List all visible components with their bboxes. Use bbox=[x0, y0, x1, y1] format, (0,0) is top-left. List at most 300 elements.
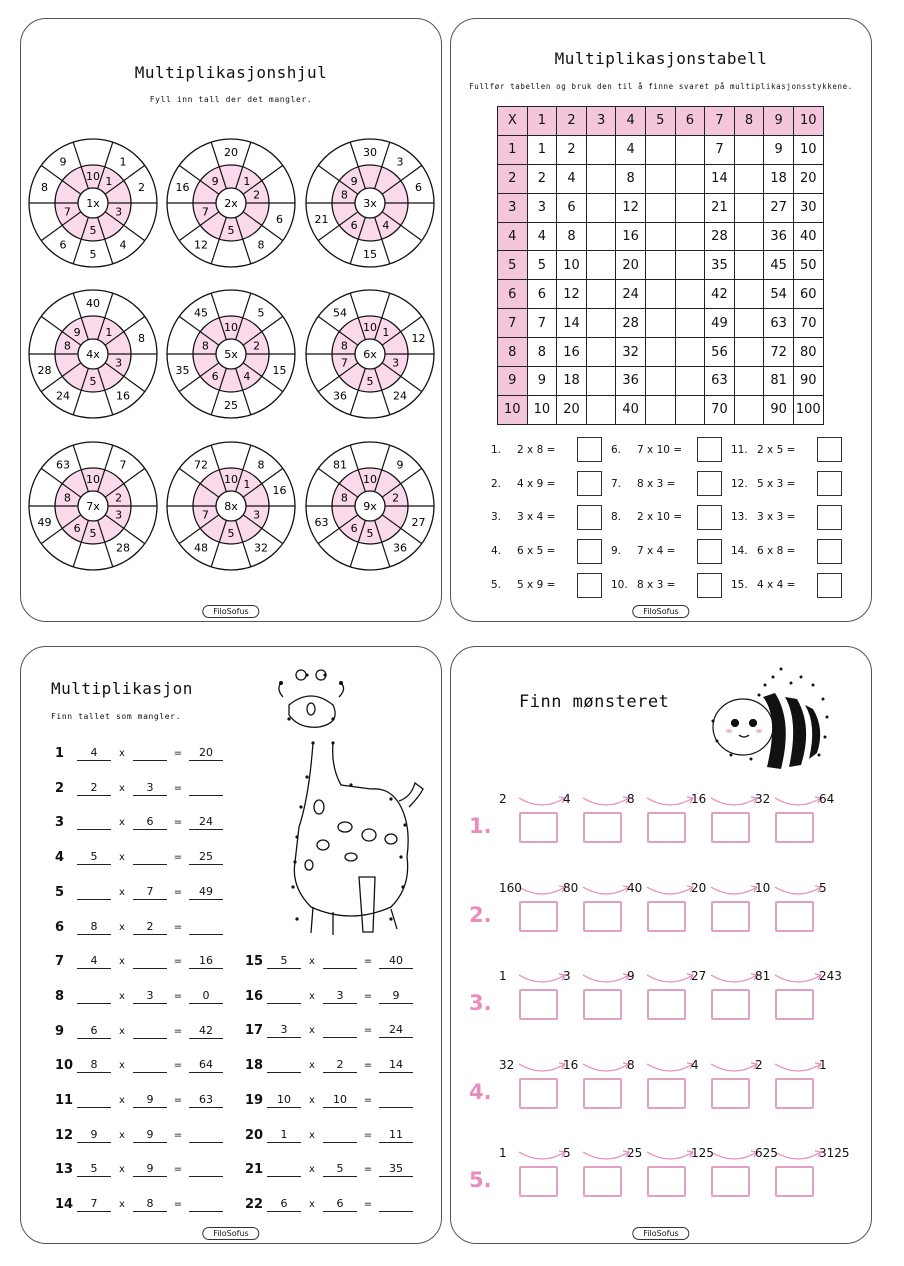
equation-number: 21 bbox=[245, 1162, 264, 1178]
wheel-inner-value: 1 bbox=[382, 326, 390, 340]
table-cell bbox=[586, 395, 616, 424]
product-blank[interactable]: 20 bbox=[189, 746, 223, 761]
table-cell: 49 bbox=[705, 309, 735, 338]
arrow-icon bbox=[775, 798, 821, 805]
table-cell: 63 bbox=[764, 309, 794, 338]
equation-number: 4 bbox=[55, 850, 65, 866]
equation-number: 16 bbox=[245, 988, 264, 1004]
pattern-row bbox=[451, 969, 872, 1049]
table-row bbox=[498, 193, 824, 222]
table-cell bbox=[586, 338, 616, 367]
multiply-sign: x bbox=[309, 1025, 315, 1037]
pattern-answer-box[interactable] bbox=[647, 1166, 686, 1197]
pattern-answer-box[interactable] bbox=[711, 1078, 750, 1109]
equation-row bbox=[55, 1053, 223, 1073]
equals-sign: = bbox=[363, 956, 373, 967]
wheel-7x bbox=[29, 442, 157, 570]
factor-b-blank[interactable]: 8 bbox=[133, 1197, 167, 1212]
factor-b-blank[interactable]: 9 bbox=[133, 1128, 167, 1143]
equation-number: 14 bbox=[55, 1197, 74, 1213]
pattern-arrows bbox=[451, 790, 872, 814]
multiply-sign: x bbox=[309, 1198, 315, 1210]
sheet3-footer: FiloSofus bbox=[202, 1227, 259, 1240]
wheel-outer-value: 81 bbox=[333, 458, 348, 472]
pattern-answer-box[interactable] bbox=[583, 812, 622, 843]
wheel-inner-value: 2 bbox=[392, 491, 400, 505]
problem-text: 6 x 5 = bbox=[517, 545, 556, 558]
multiply-sign: x bbox=[309, 1060, 315, 1072]
pattern-answer-box[interactable] bbox=[647, 989, 686, 1020]
wheel-inner-value: 8 bbox=[201, 339, 209, 353]
answer-box[interactable] bbox=[817, 437, 842, 462]
table-header-cell: 10 bbox=[793, 107, 823, 136]
equals-sign: = bbox=[173, 1129, 183, 1141]
pattern-value: 3125 bbox=[819, 1146, 850, 1160]
table-cell: 20 bbox=[557, 395, 587, 424]
factor-a-blank[interactable]: 7 bbox=[77, 1197, 111, 1212]
factor-a-blank[interactable]: 9 bbox=[77, 1128, 111, 1143]
factor-b-blank[interactable] bbox=[323, 954, 357, 969]
equation-row bbox=[245, 1018, 413, 1038]
problem-row bbox=[491, 501, 621, 535]
factor-a-blank[interactable]: 4 bbox=[77, 746, 111, 761]
table-cell: 10 bbox=[793, 135, 823, 164]
product-blank[interactable]: 63 bbox=[189, 1093, 223, 1108]
pattern-answer-box[interactable] bbox=[583, 989, 622, 1020]
product-blank[interactable]: 25 bbox=[189, 850, 223, 865]
table-cell bbox=[645, 309, 675, 338]
factor-a-blank[interactable] bbox=[77, 885, 111, 900]
table-header-cell: 5 bbox=[645, 107, 675, 136]
pattern-value: 80 bbox=[563, 880, 579, 895]
pattern-value: 1 bbox=[819, 1057, 827, 1072]
pattern-number: 1. bbox=[469, 814, 492, 838]
factor-a-blank[interactable] bbox=[267, 1058, 301, 1073]
table-cell bbox=[675, 222, 705, 251]
wheel-inner-value: 3 bbox=[115, 205, 123, 219]
table-cell bbox=[734, 338, 764, 367]
problem-row bbox=[731, 568, 861, 602]
factor-b-blank[interactable] bbox=[133, 954, 167, 969]
pattern-answer-box[interactable] bbox=[519, 901, 558, 932]
pattern-value: 40 bbox=[627, 880, 643, 895]
product-blank[interactable] bbox=[189, 1128, 223, 1143]
table-cell bbox=[675, 280, 705, 309]
table-row bbox=[498, 280, 824, 309]
wheel-outer-value: 8 bbox=[257, 458, 265, 472]
wheel-inner-value: 7 bbox=[201, 508, 209, 522]
table-cell bbox=[734, 193, 764, 222]
product-blank[interactable]: 40 bbox=[379, 954, 413, 969]
wheel-outer-value: 3 bbox=[396, 155, 404, 169]
multiply-sign: x bbox=[119, 748, 125, 759]
pattern-answer-box[interactable] bbox=[647, 901, 686, 932]
factor-a-blank[interactable]: 8 bbox=[77, 920, 111, 935]
equation-row bbox=[245, 949, 413, 969]
equation-row bbox=[245, 1053, 413, 1073]
wheel-4x bbox=[29, 290, 157, 418]
factor-a-blank[interactable]: 4 bbox=[77, 954, 111, 969]
table-cell bbox=[675, 367, 705, 396]
problem-text: 8 x 3 = bbox=[637, 477, 676, 490]
product-blank[interactable] bbox=[189, 1162, 223, 1177]
multiplication-table bbox=[497, 106, 824, 425]
table-header-cell: 7 bbox=[498, 309, 528, 338]
table-cell: 1 bbox=[527, 135, 557, 164]
factor-b-blank[interactable]: 5 bbox=[323, 1162, 357, 1177]
factor-b-blank[interactable]: 10 bbox=[323, 1093, 357, 1108]
product-blank[interactable]: 0 bbox=[189, 989, 223, 1004]
pattern-answer-box[interactable] bbox=[775, 1078, 814, 1109]
product-blank[interactable]: 49 bbox=[189, 885, 223, 900]
wheel-inner-value: 3 bbox=[392, 356, 400, 370]
answer-box[interactable] bbox=[817, 539, 842, 564]
pattern-answer-box[interactable] bbox=[519, 812, 558, 843]
pattern-answer-box[interactable] bbox=[711, 1166, 750, 1197]
problem-row bbox=[611, 467, 741, 501]
table-cell bbox=[645, 338, 675, 367]
equation-number: 5 bbox=[55, 884, 65, 900]
product-blank[interactable]: 24 bbox=[189, 815, 223, 830]
wheel-2x bbox=[167, 139, 295, 267]
arrow-icon bbox=[519, 887, 565, 894]
pattern-value: 16 bbox=[691, 792, 707, 806]
equation-number: 2 bbox=[55, 780, 65, 796]
answer-box[interactable] bbox=[817, 505, 842, 530]
wheel-outer-value: 21 bbox=[314, 212, 329, 226]
multiply-sign: x bbox=[119, 1095, 125, 1106]
factor-a-blank[interactable] bbox=[267, 989, 301, 1004]
factor-a-blank[interactable] bbox=[77, 1093, 111, 1108]
pattern-answer-box[interactable] bbox=[711, 812, 750, 843]
answer-box[interactable] bbox=[577, 539, 602, 564]
equation-row bbox=[55, 915, 223, 935]
table-cell bbox=[645, 164, 675, 193]
sheet2-footer: FiloSofus bbox=[632, 605, 689, 618]
arrow-icon bbox=[775, 1152, 821, 1159]
product-blank[interactable]: 9 bbox=[379, 989, 413, 1004]
factor-a-blank[interactable]: 5 bbox=[77, 1162, 111, 1177]
equation-row bbox=[245, 1157, 413, 1177]
table-cell bbox=[645, 280, 675, 309]
pattern-value: 64 bbox=[819, 792, 835, 806]
arrow-icon bbox=[711, 1152, 757, 1159]
answer-box[interactable] bbox=[697, 505, 722, 530]
factor-a-blank[interactable]: 1 bbox=[267, 1128, 301, 1143]
pattern-value: 625 bbox=[755, 1146, 778, 1160]
pattern-answer-box[interactable] bbox=[711, 989, 750, 1020]
pattern-answer-box[interactable] bbox=[519, 1078, 558, 1109]
table-header-cell: 2 bbox=[498, 164, 528, 193]
factor-b-blank[interactable]: 3 bbox=[133, 989, 167, 1004]
table-cell: 27 bbox=[764, 193, 794, 222]
factor-b-blank[interactable]: 9 bbox=[133, 1093, 167, 1108]
pattern-answer-box[interactable] bbox=[775, 1166, 814, 1197]
table-cell: 4 bbox=[527, 222, 557, 251]
wheel-inner-value: 8 bbox=[63, 491, 71, 505]
wheel-inner-value: 3 bbox=[253, 508, 261, 522]
problem-number: 7. bbox=[611, 477, 622, 490]
multiply-sign: x bbox=[119, 1060, 125, 1072]
wheel-center-label: 9x bbox=[363, 500, 377, 513]
table-header-cell: X bbox=[498, 107, 528, 136]
table-cell: 40 bbox=[793, 222, 823, 251]
answer-box[interactable] bbox=[577, 505, 602, 530]
wheel-center-label: 5x bbox=[224, 348, 238, 361]
table-cell bbox=[675, 338, 705, 367]
product-blank[interactable] bbox=[379, 1093, 413, 1108]
pattern-value: 2 bbox=[499, 792, 507, 806]
pattern-answer-box[interactable] bbox=[711, 901, 750, 932]
product-blank[interactable] bbox=[189, 781, 223, 796]
wheel-center-label: 4x bbox=[86, 348, 100, 361]
factor-b-blank[interactable]: 6 bbox=[133, 815, 167, 830]
factor-a-blank[interactable]: 6 bbox=[267, 1197, 301, 1212]
problem-number: 13. bbox=[731, 511, 748, 524]
table-header-cell: 6 bbox=[675, 107, 705, 136]
multiply-sign: x bbox=[119, 1129, 125, 1141]
pattern-value: 32 bbox=[755, 792, 771, 806]
factor-b-blank[interactable]: 2 bbox=[323, 1058, 357, 1073]
table-cell bbox=[645, 367, 675, 396]
wheel-outer-value: 32 bbox=[253, 541, 268, 555]
wheel-outer-value: 6 bbox=[59, 238, 67, 252]
wheel-outer-value: 15 bbox=[363, 248, 377, 261]
factor-a-blank[interactable] bbox=[77, 815, 111, 830]
wheel-outer-value: 20 bbox=[224, 146, 238, 159]
factor-b-blank[interactable]: 7 bbox=[133, 885, 167, 900]
wheel-inner-value: 3 bbox=[115, 508, 123, 522]
table-cell: 63 bbox=[705, 367, 735, 396]
multiply-sign: x bbox=[119, 990, 125, 1002]
problem-number: 5. bbox=[491, 579, 502, 592]
factor-b-blank[interactable] bbox=[133, 746, 167, 761]
product-blank[interactable]: 35 bbox=[379, 1162, 413, 1177]
table-cell: 30 bbox=[793, 193, 823, 222]
wheel-inner-value: 5 bbox=[227, 224, 235, 237]
pattern-value: 5 bbox=[563, 1146, 571, 1160]
equation-number: 17 bbox=[245, 1023, 264, 1039]
sheet-multiplication-wheels bbox=[20, 18, 442, 622]
problem-text: 7 x 4 = bbox=[637, 545, 676, 558]
wheel-outer-value: 27 bbox=[411, 515, 426, 529]
factor-a-blank[interactable]: 2 bbox=[77, 781, 111, 796]
table-cell: 28 bbox=[616, 309, 646, 338]
answer-box[interactable] bbox=[577, 573, 602, 598]
problem-text: 6 x 8 = bbox=[757, 545, 796, 558]
equation-row bbox=[55, 1192, 223, 1212]
table-header-cell: 1 bbox=[498, 135, 528, 164]
pattern-value: 25 bbox=[627, 1146, 643, 1160]
wheel-inner-value: 5 bbox=[227, 527, 235, 540]
pattern-answer-box[interactable] bbox=[519, 989, 558, 1020]
table-cell: 36 bbox=[616, 367, 646, 396]
table-cell: 32 bbox=[616, 338, 646, 367]
table-cell: 90 bbox=[764, 395, 794, 424]
factor-a-blank[interactable] bbox=[267, 1162, 301, 1177]
wheel-1x bbox=[29, 139, 157, 267]
factor-a-blank[interactable]: 6 bbox=[77, 1024, 111, 1039]
answer-box[interactable] bbox=[697, 437, 722, 462]
table-header-cell: 1 bbox=[527, 107, 557, 136]
sheet1-footer: FiloSofus bbox=[202, 605, 259, 618]
table-cell bbox=[586, 193, 616, 222]
equation-row bbox=[55, 845, 223, 865]
table-row bbox=[498, 338, 824, 367]
answer-box[interactable] bbox=[817, 471, 842, 496]
table-cell: 50 bbox=[793, 251, 823, 280]
factor-a-blank[interactable]: 8 bbox=[77, 1058, 111, 1073]
wheel-inner-value: 9 bbox=[350, 175, 358, 189]
table-header-cell: 6 bbox=[498, 280, 528, 309]
equals-sign: = bbox=[363, 1025, 373, 1037]
pattern-value: 243 bbox=[819, 969, 842, 983]
table-cell bbox=[675, 395, 705, 424]
table-cell: 54 bbox=[764, 280, 794, 309]
answer-box[interactable] bbox=[817, 573, 842, 598]
problem-row bbox=[611, 501, 741, 535]
pattern-value: 20 bbox=[691, 880, 707, 895]
wheel-inner-value: 9 bbox=[211, 175, 219, 189]
wheel-outer-value: 30 bbox=[363, 146, 377, 159]
wheel-inner-value: 10 bbox=[363, 473, 377, 486]
pattern-answer-box[interactable] bbox=[583, 1078, 622, 1109]
wheel-inner-value: 1 bbox=[243, 478, 251, 492]
pattern-answer-box[interactable] bbox=[583, 901, 622, 932]
pattern-answer-box[interactable] bbox=[775, 989, 814, 1020]
product-blank[interactable] bbox=[189, 920, 223, 935]
table-cell: 42 bbox=[705, 280, 735, 309]
problem-text: 5 x 3 = bbox=[757, 477, 796, 490]
answer-box[interactable] bbox=[577, 437, 602, 462]
wheel-inner-value: 10 bbox=[224, 473, 238, 486]
equals-sign: = bbox=[173, 817, 183, 829]
arrow-icon bbox=[647, 1152, 693, 1159]
product-blank[interactable] bbox=[189, 1197, 223, 1212]
pattern-answer-box[interactable] bbox=[647, 1078, 686, 1109]
pattern-value: 125 bbox=[691, 1146, 714, 1160]
table-header-cell: 4 bbox=[616, 107, 646, 136]
pattern-answer-box[interactable] bbox=[775, 901, 814, 932]
pattern-answer-box[interactable] bbox=[519, 1166, 558, 1197]
table-header-cell: 7 bbox=[705, 107, 735, 136]
arrow-icon bbox=[519, 1152, 565, 1159]
equation-number: 15 bbox=[245, 954, 264, 969]
pattern-answer-box[interactable] bbox=[647, 812, 686, 843]
product-blank[interactable]: 24 bbox=[379, 1023, 413, 1038]
sheet4-footer: FiloSofus bbox=[632, 1227, 689, 1240]
sheet4-title: Finn mønsteret bbox=[519, 692, 670, 712]
wheel-inner-value: 6 bbox=[211, 369, 219, 383]
multiply-sign: x bbox=[119, 886, 125, 898]
problem-text: 8 x 3 = bbox=[637, 579, 676, 592]
wheels-area bbox=[21, 19, 442, 622]
wheel-inner-value: 9 bbox=[73, 326, 81, 340]
product-blank[interactable] bbox=[379, 1197, 413, 1212]
table-cell: 12 bbox=[557, 280, 587, 309]
factor-b-blank[interactable]: 6 bbox=[323, 1197, 357, 1212]
wheel-outer-value: 5 bbox=[257, 306, 265, 320]
table-cell bbox=[734, 251, 764, 280]
equation-number: 3 bbox=[55, 815, 65, 831]
problem-text: 4 x 9 = bbox=[517, 477, 556, 490]
table-cell: 20 bbox=[793, 164, 823, 193]
table-cell bbox=[645, 251, 675, 280]
equals-sign: = bbox=[173, 852, 183, 864]
factor-b-blank[interactable] bbox=[133, 1024, 167, 1039]
wheel-inner-value: 4 bbox=[382, 218, 390, 232]
product-blank[interactable]: 11 bbox=[379, 1128, 413, 1143]
arrow-icon bbox=[583, 887, 629, 894]
equation-number: 18 bbox=[245, 1058, 264, 1074]
factor-b-blank[interactable]: 2 bbox=[133, 920, 167, 935]
arrow-icon bbox=[583, 975, 629, 982]
equation-row bbox=[55, 1157, 223, 1177]
equals-sign: = bbox=[173, 748, 183, 759]
factor-a-blank[interactable] bbox=[77, 989, 111, 1004]
pattern-answer-box[interactable] bbox=[775, 812, 814, 843]
equation-number: 11 bbox=[55, 1093, 74, 1108]
equation-row bbox=[55, 810, 223, 830]
problem-number: 6. bbox=[611, 443, 622, 456]
giraffe-dot-to-dot-image bbox=[241, 657, 431, 947]
table-cell: 20 bbox=[616, 251, 646, 280]
wheel-outer-value: 12 bbox=[411, 332, 426, 346]
table-header-cell: 8 bbox=[734, 107, 764, 136]
factor-b-blank[interactable]: 3 bbox=[133, 781, 167, 796]
answer-box[interactable] bbox=[697, 471, 722, 496]
product-blank[interactable]: 42 bbox=[189, 1024, 223, 1039]
multiply-sign: x bbox=[309, 956, 315, 967]
table-cell: 2 bbox=[557, 135, 587, 164]
answer-box[interactable] bbox=[697, 573, 722, 598]
product-blank[interactable]: 16 bbox=[189, 954, 223, 969]
answer-box[interactable] bbox=[697, 539, 722, 564]
wheel-inner-value: 5 bbox=[89, 527, 97, 540]
table-cell: 7 bbox=[705, 135, 735, 164]
problem-text: 7 x 10 = bbox=[637, 443, 683, 456]
equals-sign: = bbox=[173, 1164, 183, 1176]
factor-a-blank[interactable]: 5 bbox=[267, 954, 301, 969]
table-cell: 35 bbox=[705, 251, 735, 280]
factor-b-blank[interactable]: 3 bbox=[323, 989, 357, 1004]
problem-number: 2. bbox=[491, 477, 502, 490]
problem-row bbox=[491, 534, 621, 568]
pattern-answer-box[interactable] bbox=[583, 1166, 622, 1197]
table-cell bbox=[586, 135, 616, 164]
table-header-cell: 5 bbox=[498, 251, 528, 280]
product-blank[interactable]: 14 bbox=[379, 1058, 413, 1073]
wheel-inner-value: 1 bbox=[243, 175, 251, 189]
answer-box[interactable] bbox=[577, 471, 602, 496]
equals-sign: = bbox=[363, 1094, 373, 1106]
wheel-outer-value: 48 bbox=[194, 541, 209, 555]
factor-b-blank[interactable] bbox=[323, 1023, 357, 1038]
problem-row bbox=[731, 433, 861, 467]
factor-a-blank[interactable]: 10 bbox=[267, 1093, 301, 1108]
factor-a-blank[interactable]: 3 bbox=[267, 1023, 301, 1038]
factor-b-blank[interactable] bbox=[133, 1058, 167, 1073]
factor-a-blank[interactable]: 5 bbox=[77, 850, 111, 865]
factor-b-blank[interactable]: 9 bbox=[133, 1162, 167, 1177]
factor-b-blank[interactable] bbox=[133, 850, 167, 865]
factor-b-blank[interactable] bbox=[323, 1128, 357, 1143]
product-blank[interactable]: 64 bbox=[189, 1058, 223, 1073]
table-row bbox=[498, 395, 824, 424]
sheet3-subtitle: Finn tallet som mangler. bbox=[51, 712, 181, 721]
wheel-outer-value: 16 bbox=[115, 389, 130, 403]
wheel-outer-value: 7 bbox=[119, 458, 127, 472]
